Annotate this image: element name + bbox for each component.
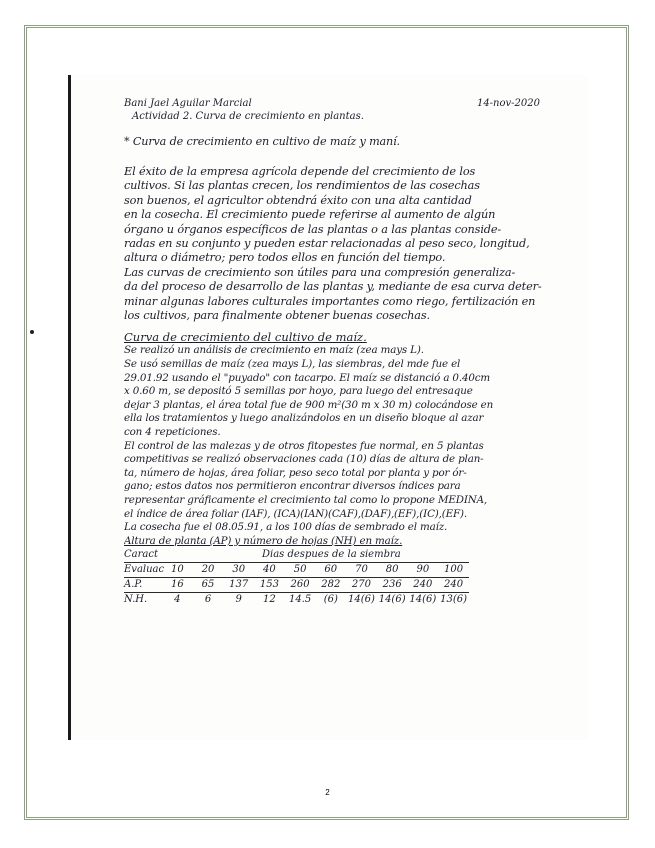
table-row	[124, 593, 469, 608]
method-paragraph	[124, 344, 564, 548]
intro-paragraph	[124, 165, 564, 323]
intro-line: los cultivos, para finalmente obtener buenas cosechas.	[124, 309, 430, 323]
table-cell: 70	[346, 563, 377, 578]
body-line: ta, número de hojas, área foliar, peso seco total por planta y por ór-	[124, 466, 467, 479]
table-caption: Altura de planta (AP) y número de hojas (NH) en maíz.	[124, 534, 403, 547]
table-cell: 282	[315, 578, 346, 593]
table-cell: 270	[346, 578, 377, 593]
margin-dot	[30, 330, 34, 334]
table-cell: 80	[377, 563, 408, 578]
main-title: * Curva de crecimiento en cultivo de maíz y maní.	[124, 135, 400, 148]
table-cell: 14.5	[288, 594, 312, 606]
author-name: Bani Jael Aguilar Marcial	[124, 98, 252, 109]
activity-title: Actividad 2. Curva de crecimiento en plantas.	[132, 111, 364, 122]
table-header-label: Caract	[124, 548, 162, 563]
table-cell: 240	[408, 578, 439, 593]
table-cell: 100	[438, 563, 469, 578]
page-number: 2	[325, 788, 330, 797]
handwritten-page-photo	[68, 75, 588, 740]
table-row	[124, 578, 469, 593]
table-cell: 30	[223, 563, 254, 578]
body-line: Se realizó un análisis de crecimiento en maíz (zea mays L).	[124, 344, 424, 357]
table-header-row	[124, 548, 469, 563]
intro-line: órgano u órganos específicos de las plantas o a las plantas conside-	[124, 222, 502, 236]
table-cell: 10	[162, 563, 193, 578]
table-cell: 260	[285, 578, 316, 593]
table-cell: 12	[263, 594, 276, 606]
body-line: dejar 3 plantas, el área total fue de 900 m²(30 m x 30 m) colocándose en	[124, 398, 494, 411]
body-line: El control de las malezas y de otros fitopestes fue normal, en 5 plantas	[124, 439, 484, 452]
intro-line: Las curvas de crecimiento son útiles para una compresión generaliza-	[124, 265, 516, 279]
table-cell: 90	[408, 563, 439, 578]
body-line: el índice de área foliar (IAF), (ICA)(IAN)(CAF),(DAF),(EF),(IC),(EF).	[124, 507, 468, 520]
body-line: ella los tratamientos y luego analizándolos en un diseño bloque al azar	[124, 412, 484, 425]
table-cell: 40	[254, 563, 285, 578]
intro-line: son buenos, el agricultor obtendrá éxito con una alta cantidad	[124, 193, 472, 207]
table-cell: 13(6)	[440, 594, 468, 606]
body-line: La cosecha fue el 08.05.91, a los 100 días de sembrado el maíz.	[124, 521, 448, 534]
row-label: Evaluac	[124, 563, 162, 578]
intro-line: cultivos. Si las plantas crecen, los rendimientos de las cosechas	[124, 179, 480, 193]
table-cell: 6	[204, 594, 212, 606]
table-cell: (6)	[323, 594, 338, 606]
body-line: competitivas se realizó observaciones cada (10) días de altura de plan-	[124, 453, 484, 466]
body-line: x 0.60 m, se depositó 5 semillas por hoyo, para luego del entresaque	[124, 385, 473, 398]
intro-line: radas en su conjunto y pueden estar relacionadas al peso seco, longitud,	[124, 237, 530, 251]
body-line: representar gráficamente el crecimiento tal como lo propone MEDINA,	[124, 494, 488, 506]
intro-line: El éxito de la empresa agrícola depende del crecimiento de los	[124, 165, 476, 178]
table-cell: 9	[235, 594, 242, 606]
table-cell: 65	[193, 578, 224, 593]
body-line: 29.01.92 usando el "puyado" con tacarpo. El maíz se distanció a 0.40cm	[124, 371, 490, 384]
table-cell: 50	[285, 563, 316, 578]
table-row	[124, 563, 469, 578]
notebook-margin-line	[68, 75, 71, 740]
handwritten-text	[124, 98, 564, 607]
section-title: Curva de crecimiento del cultivo de maíz.	[124, 330, 367, 345]
table-cell: 236	[377, 578, 408, 593]
table-cell: 14(6)	[378, 594, 406, 606]
row-label: N.H.	[124, 594, 148, 606]
table-header-title: Dias despues de la siembra	[162, 548, 469, 563]
header-row	[124, 98, 564, 110]
table-cell: 60	[315, 563, 346, 578]
intro-line: minar algunas labores culturales importantes como riego, fertilización en	[124, 294, 536, 308]
row-label: A.P.	[124, 578, 162, 593]
table-cell: 153	[254, 578, 285, 593]
table-cell: 20	[193, 563, 224, 578]
table-cell: 240	[438, 578, 469, 593]
intro-line: en la cosecha. El crecimiento puede referirse al aumento de algún	[124, 208, 496, 222]
growth-table	[124, 548, 469, 607]
intro-line: altura o diámetro; pero todos ellos en función del tiempo.	[124, 251, 446, 265]
table-cell: 14(6)	[409, 594, 437, 606]
date: 14-nov-2020	[476, 98, 540, 109]
intro-line: da del proceso de desarrollo de las plantas y, mediante de esa curva deter-	[124, 280, 542, 294]
table-cell: 4	[174, 594, 181, 606]
body-line: gano; estos datos nos permitieron encontrar diversos índices para	[124, 480, 461, 493]
table-cell: 16	[162, 578, 193, 593]
table-cell: 14(6)	[348, 594, 375, 606]
body-line: con 4 repeticiones.	[124, 426, 221, 439]
table-cell: 137	[223, 578, 254, 593]
body-line: Se usó semillas de maíz (zea mays L), las siembras, del mde fue el	[124, 358, 461, 371]
